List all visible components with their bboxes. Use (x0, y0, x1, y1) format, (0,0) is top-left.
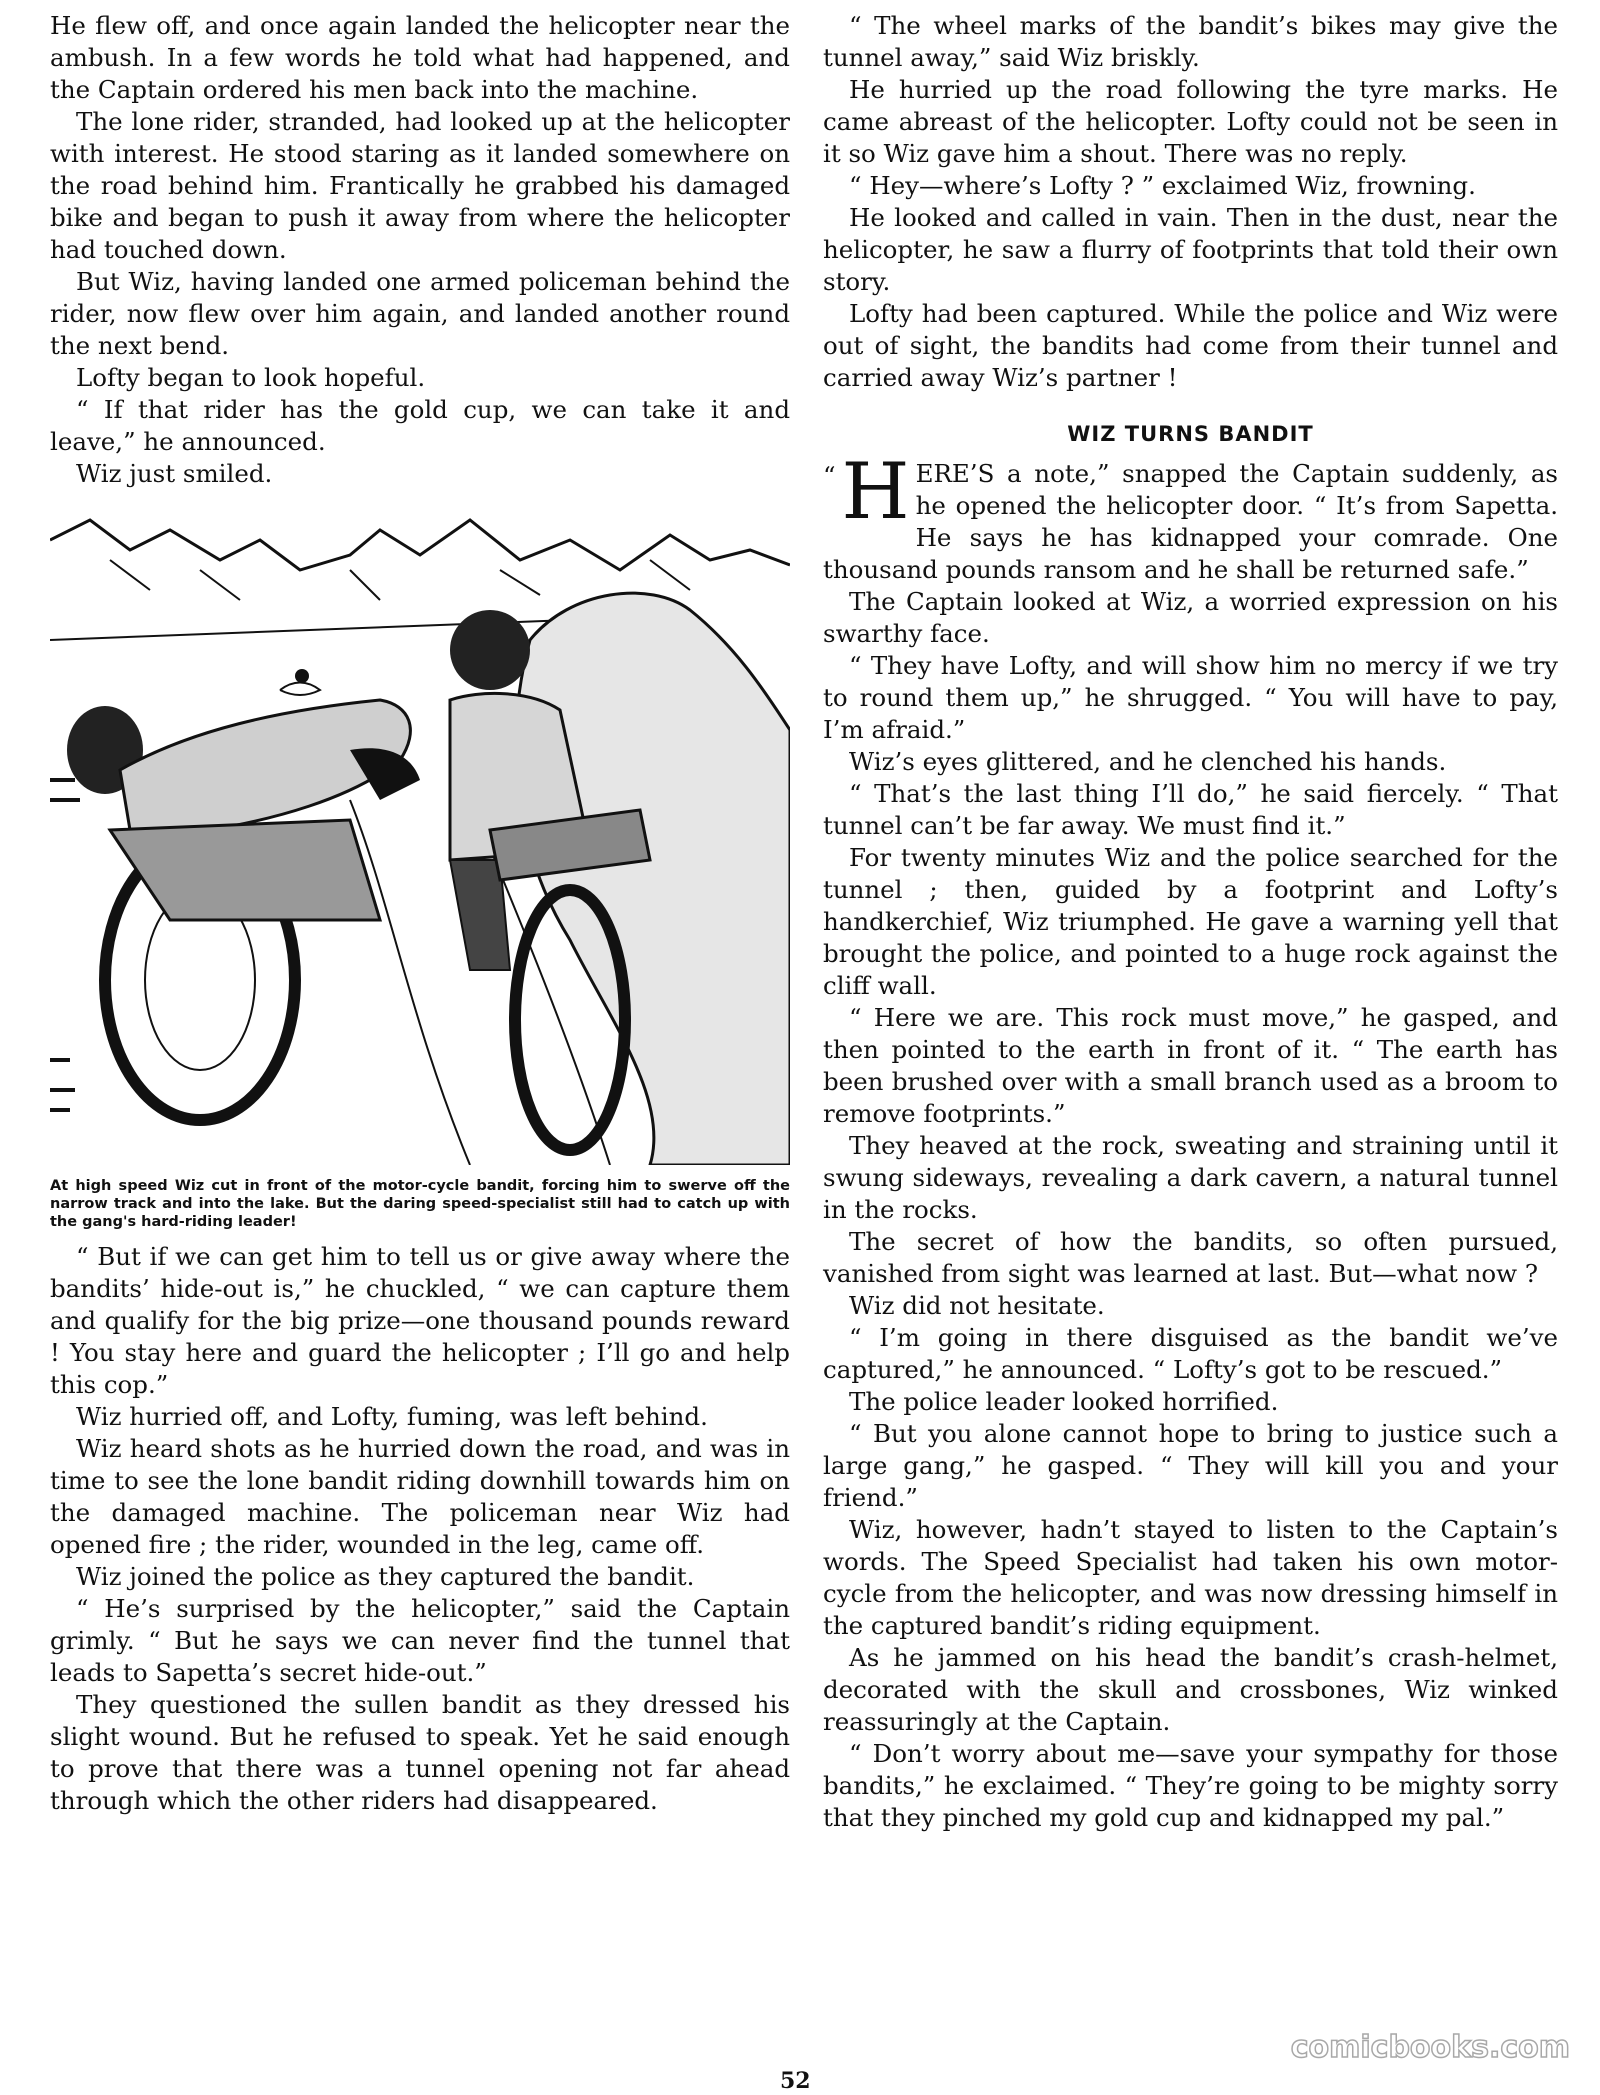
paragraph: Wiz’s eyes glittered, and he clenched his hands. (849, 747, 1447, 776)
paragraph: Wiz did not hesitate. (849, 1291, 1105, 1320)
paragraph: “ But if we can get him to tell us or give away where the bandits’ hide-out is,” he chuckled, “ we can capture them and qualify for the big prize—one thousand pounds reward ! You stay here and guard the helicopter ; I’ll go and help this cop.” (50, 1242, 790, 1399)
speed-lines (50, 780, 80, 1110)
dropcap-paragraph (823, 447, 1558, 586)
paragraph: Wiz joined the police as they captured the bandit. (76, 1562, 695, 1591)
illustration-motorcycle-chase (50, 500, 790, 1165)
paragraph: The lone rider, stranded, had looked up at the helicopter with interest. He stood staring as it landed somewhere on the road behind him. Frantically he grabbed his damaged bike and began to push it away from where the helicopter had touched down. (50, 107, 790, 264)
paragraph: Lofty had been captured. While the police and Wiz were out of sight, the bandits had come from their tunnel and carried away Wiz’s partner ! (823, 299, 1558, 392)
page-number: 52 (780, 2068, 811, 2094)
paragraph: “ If that rider has the gold cup, we can take it and leave,” he announced. (50, 395, 790, 456)
dropcap-paragraph-rest: ERE’S a note,” snapped the Captain suddenly, as he opened the helicopter door. “ It’s from Sapetta. He says he has kidnapped your comrade. One thousand pounds ransom and he shall be returned safe.” (823, 459, 1558, 584)
paragraph: “ Hey—where’s Lofty ? ” exclaimed Wiz, frowning. (849, 171, 1476, 200)
dropcap-letter: H (841, 447, 910, 537)
paragraph: “ I’m going in there disguised as the bandit we’ve captured,” he announced. “ Lofty’s got to be rescued.” (823, 1323, 1558, 1384)
paragraph: He hurried up the road following the tyre marks. He came abreast of the helicopter. Lofty could not be seen in it so Wiz gave him a shout. There was no reply. (823, 75, 1558, 168)
paragraph: The police leader looked horrified. (849, 1387, 1279, 1416)
paragraph: Wiz just smiled. (76, 459, 273, 488)
watermark: comicbooks.com (1290, 2030, 1570, 2065)
cliff-rock (516, 593, 790, 1165)
right-column (823, 10, 1558, 1834)
paragraph: The secret of how the bandits, so often pursued, vanished from sight was learned at last. But—what now ? (823, 1227, 1558, 1288)
paragraph: He flew off, and once again landed the helicopter near the ambush. In a few words he told what had happened, and the Captain ordered his men back into the machine. (50, 11, 790, 104)
section-title: WIZ TURNS BANDIT (1067, 422, 1314, 446)
paragraph: Wiz, however, hadn’t stayed to listen to the Captain’s words. The Speed Specialist had taken his own motor-cycle from the helicopter, and was now dressing himself in the captured bandit’s riding equipment. (823, 1515, 1558, 1640)
paragraph: “ They have Lofty, and will show him no mercy if we try to round them up,” he shrugged. “ You will have to pay, I’m afraid.” (823, 651, 1558, 744)
left-column (50, 10, 790, 1817)
paragraph: Wiz hurried off, and Lofty, fuming, was left behind. (76, 1402, 708, 1431)
swimming-bandit (280, 683, 320, 696)
mountains (50, 520, 790, 570)
right-rider-helmet (450, 610, 530, 690)
left-bike-tank (110, 820, 380, 920)
dropcap-paragraph-text (823, 447, 1558, 586)
paragraph: For twenty minutes Wiz and the police searched for the tunnel ; then, guided by a footprint and Lofty’s handkerchief, Wiz triumphed. He gave a warning yell that brought the police, and pointed to a huge rock against the cliff wall. (823, 843, 1558, 1000)
paragraph: But Wiz, having landed one armed policeman behind the rider, now flew over him again, and landed another round the next bend. (50, 267, 790, 360)
paragraph: They questioned the sullen bandit as they dressed his slight wound. But he refused to speak. Yet he said enough to prove that there was a tunnel opening not far ahead through which the other riders had disappeared. (50, 1690, 790, 1815)
swimmer-head (295, 669, 309, 683)
dropcap-open-quote: “ (823, 461, 836, 490)
paragraph: As he jammed on his head the bandit’s crash-helmet, decorated with the skull and crossbones, Wiz winked reassuringly at the Captain. (823, 1643, 1558, 1736)
paragraph: “ Don’t worry about me—save your sympathy for those bandits,” he exclaimed. “ They’re going to be mighty sorry that they pinched my gold cup and kidnapped my pal.” (823, 1739, 1558, 1832)
illustration-drawing (50, 500, 790, 1165)
paragraph: Wiz heard shots as he hurried down the road, and was in time to see the lone bandit riding downhill towards him on the damaged machine. The policeman near Wiz had opened fire ; the rider, wounded in the leg, came off. (50, 1434, 790, 1559)
paragraph: He looked and called in vain. Then in the dust, near the helicopter, he saw a flurry of footprints that told their own story. (823, 203, 1558, 296)
mountain-shading (110, 560, 690, 600)
paragraph: Lofty began to look hopeful. (76, 363, 426, 392)
paragraph: “ Here we are. This rock must move,” he gasped, and then pointed to the earth in front of it. “ The earth has been brushed over with a small branch used as a broom to remove footprints.” (823, 1003, 1558, 1128)
paragraph: They heaved at the rock, sweating and straining until it swung sideways, revealing a dark cavern, a natural tunnel in the rocks. (823, 1131, 1558, 1224)
paragraph: “ The wheel marks of the bandit’s bikes may give the tunnel away,” said Wiz briskly. (823, 11, 1558, 72)
paragraph: “ But you alone cannot hope to bring to justice such a large gang,” he gasped. “ They will kill you and your friend.” (823, 1419, 1558, 1512)
paragraph: “ That’s the last thing I’ll do,” he said fiercely. “ That tunnel can’t be far away. We must find it.” (823, 779, 1558, 840)
paragraph: The Captain looked at Wiz, a worried expression on his swarthy face. (823, 587, 1558, 648)
illustration-caption: At high speed Wiz cut in front of the motor-cycle bandit, forcing him to swerve off the narrow track and into the lake. But the daring speed-specialist still had to catch up with the gang's hard-riding leader! (50, 1178, 790, 1230)
paragraph: “ He’s surprised by the helicopter,” said the Captain grimly. “ But he says we can never find the tunnel that leads to Sapetta’s secret hide-out.” (50, 1594, 790, 1687)
